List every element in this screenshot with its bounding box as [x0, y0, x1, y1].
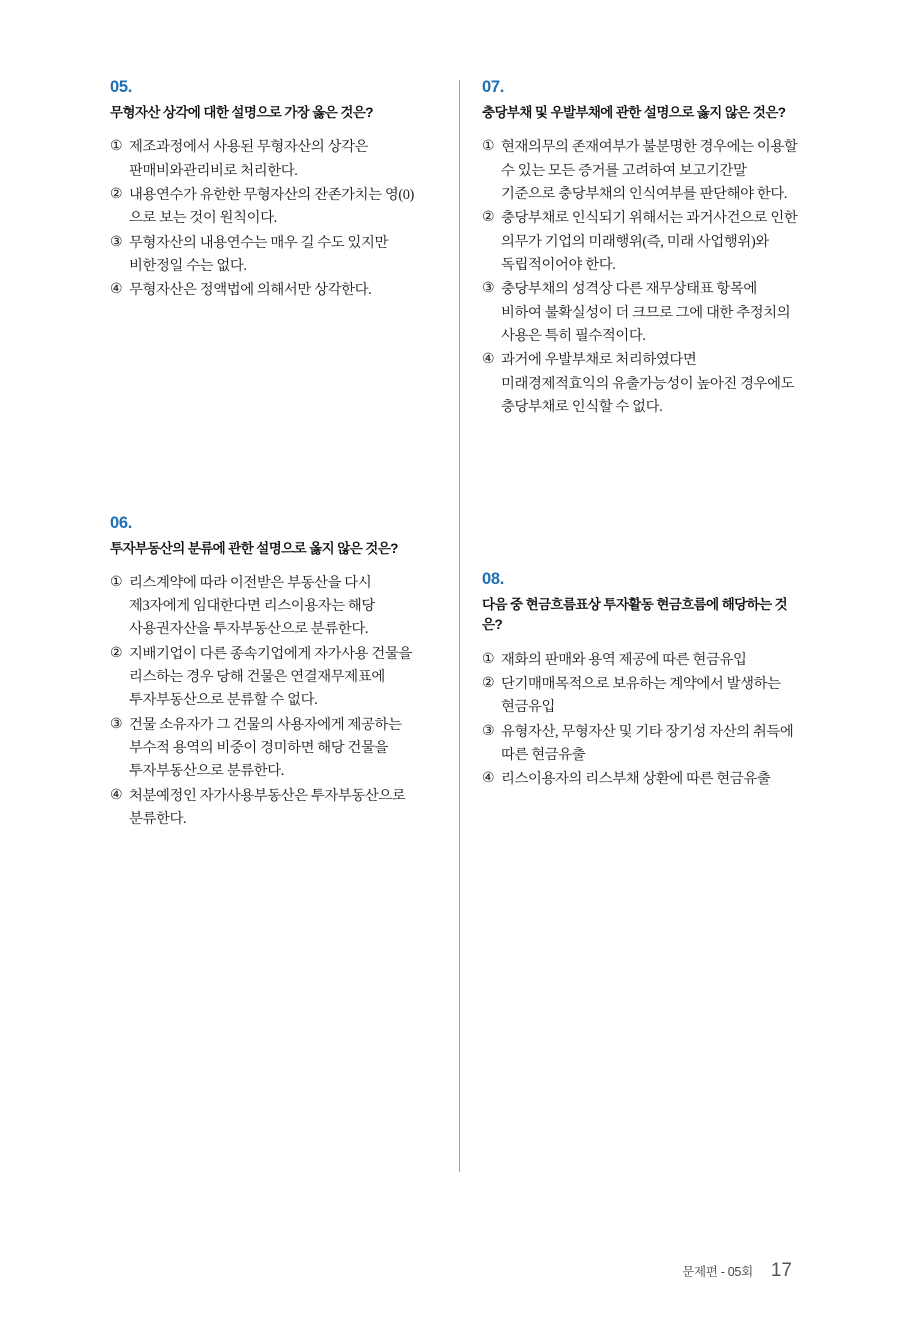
choice-marker: ① — [110, 139, 123, 155]
choice-text: 제조과정에서 사용된 무형자산의 상각은 판매비와관리비로 처리한다. — [129, 139, 369, 179]
choice-text: 과거에 우발부채로 처리하였다면 미래경제적효익의 유출가능성이 높아진 경우에도 충당부채로 인식할 수 없다. — [501, 352, 795, 415]
choice-item — [482, 721, 800, 768]
column-gap — [482, 420, 800, 570]
choice-item — [482, 768, 800, 791]
choice-marker: ① — [482, 651, 495, 667]
choice-marker: ② — [482, 676, 495, 692]
choice-marker: ③ — [482, 281, 495, 297]
choice-marker: ② — [482, 210, 495, 226]
choice-list — [482, 136, 800, 419]
question-06 — [110, 514, 428, 832]
choice-text: 유형자산, 무형자산 및 기타 장기성 자산의 취득에 따른 현금유출 — [501, 723, 794, 763]
question-stem: 무형자산 상각에 대한 설명으로 가장 옳은 것은? — [110, 105, 373, 120]
choice-item — [482, 278, 800, 348]
question-stem: 충당부채 및 우발부채에 관한 설명으로 옳지 않은 것은? — [482, 105, 786, 120]
choice-item — [110, 232, 428, 279]
choice-marker: ④ — [110, 787, 123, 803]
choice-item — [110, 136, 428, 183]
choice-marker: ② — [110, 645, 123, 661]
question-columns — [110, 78, 810, 1168]
choice-text: 리스이용자의 리스부채 상환에 따른 현금유출 — [501, 771, 771, 788]
choice-text: 무형자산은 정액법에 의해서만 상각한다. — [129, 282, 372, 299]
question-07 — [482, 78, 800, 419]
choice-marker: ④ — [110, 282, 123, 298]
choice-text: 충당부채의 성격상 다른 재무상태표 항목에 비하여 불확실성이 더 크므로 그에 대한 추정치의 사용은 특히 필수적이다. — [501, 281, 791, 344]
footer-label: 문제편 - 05회 — [682, 1265, 753, 1279]
choice-text: 지배기업이 다른 종속기업에게 자가사용 건물을 리스하는 경우 당해 건물은 연결재무제표에 투자부동산으로 분류할 수 없다. — [129, 645, 412, 709]
choice-text: 현재의무의 존재여부가 불분명한 경우에는 이용할 수 있는 모든 증거를 고려하여 보고기간말 기준으로 충당부채의 인식여부를 판단해야 한다. — [501, 139, 798, 202]
choice-item — [482, 207, 800, 277]
choice-text: 리스계약에 따라 이전받은 부동산을 다시 제3자에게 임대한다면 리스이용자는 해당 사용권자산을 투자부동산으로 분류한다. — [129, 574, 375, 638]
choice-item — [482, 649, 800, 672]
choice-marker: ③ — [110, 234, 123, 250]
choice-marker: ③ — [110, 716, 123, 732]
choice-marker: ③ — [482, 723, 495, 739]
choice-text: 처분예정인 자가사용부동산은 투자부동산으로 분류한다. — [129, 787, 406, 828]
choice-list — [110, 572, 428, 832]
question-stem: 다음 중 현금흐름표상 투자활동 현금흐름에 해당하는 것은? — [482, 597, 788, 633]
choice-text: 건물 소유자가 그 건물의 사용자에게 제공하는 부수적 용역의 비중이 경미하면 해당 건물을 투자부동산으로 분류한다. — [129, 716, 402, 780]
choice-text: 무형자산의 내용연수는 매우 길 수도 있지만 비한정일 수는 없다. — [129, 234, 389, 274]
choice-item — [110, 572, 428, 642]
choice-item — [110, 643, 428, 713]
choice-marker: ② — [110, 186, 123, 202]
choice-item — [110, 279, 428, 302]
choice-marker: ① — [482, 139, 495, 155]
question-stem: 투자부동산의 분류에 관한 설명으로 옳지 않은 것은? — [110, 540, 398, 556]
choice-item — [482, 673, 800, 720]
choice-marker: ④ — [482, 771, 495, 787]
question-number: 08. — [482, 570, 505, 589]
choice-list — [110, 136, 428, 302]
question-number: 05. — [110, 78, 133, 96]
question-number: 07. — [482, 78, 505, 96]
question-05 — [110, 78, 428, 303]
choice-list — [482, 649, 800, 792]
page-footer — [0, 1260, 902, 1282]
choice-marker: ④ — [482, 352, 495, 368]
question-number: 06. — [110, 513, 133, 532]
choice-text: 내용연수가 유한한 무형자산의 잔존가치는 영(0)으로 보는 것이 원칙이다. — [129, 186, 414, 227]
choice-text: 재화의 판매와 용역 제공에 따른 현금유입 — [501, 651, 747, 668]
left-column — [110, 78, 428, 832]
choice-item — [482, 349, 800, 419]
choice-item — [110, 714, 428, 784]
column-gap — [110, 304, 428, 514]
page-number: 17 — [770, 1260, 792, 1281]
right-column — [482, 78, 800, 793]
choice-text: 단기매매목적으로 보유하는 계약에서 발생하는 현금유입 — [501, 676, 781, 716]
choice-item — [482, 136, 800, 206]
choice-text: 충당부채로 인식되기 위해서는 과거사건으로 인한 의무가 기업의 미래행위(즉, 미래 사업행위)와 독립적이어야 한다. — [501, 210, 798, 273]
choice-item — [110, 785, 428, 832]
choice-item — [110, 184, 428, 231]
question-08 — [482, 570, 800, 791]
choice-marker: ① — [110, 574, 123, 590]
